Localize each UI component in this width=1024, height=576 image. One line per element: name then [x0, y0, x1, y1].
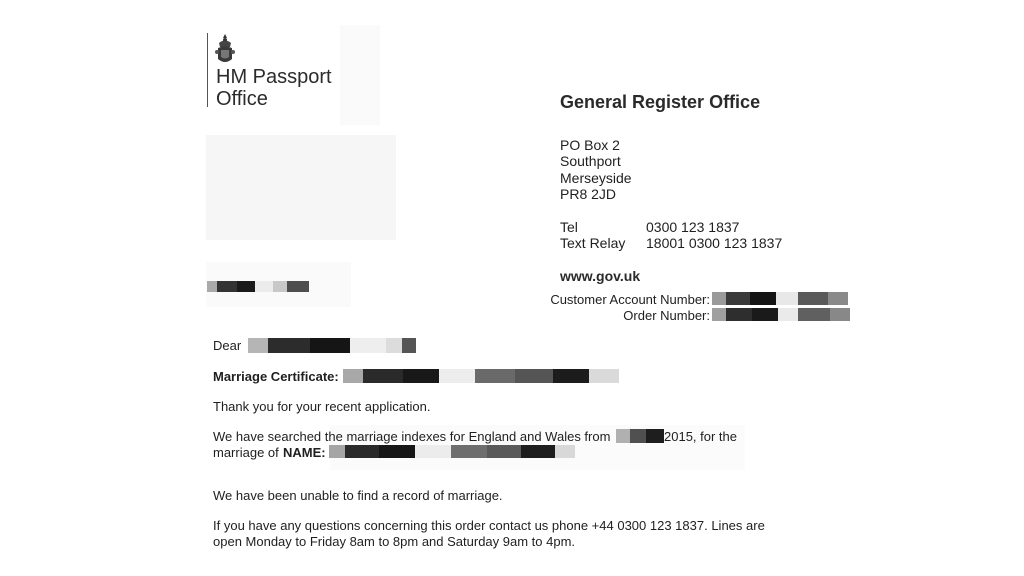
address-line: PR8 2JD [560, 186, 617, 202]
paragraph-contact-line2: open Monday to Friday 8am to 8pm and Saturday 9am to 4pm. [213, 534, 576, 549]
address-line: Merseyside [560, 170, 632, 186]
website-link[interactable]: www.gov.uk [560, 268, 641, 284]
org-name: HM Passport Office [216, 66, 332, 110]
redacted-customer-account [712, 292, 848, 305]
address-line: PO Box 2 [560, 137, 620, 153]
redacted-name [329, 445, 575, 458]
salutation: Dear [213, 338, 242, 353]
paragraph-thanks: Thank you for your recent application. [213, 399, 431, 414]
name-label: NAME: [283, 445, 326, 460]
redacted-recipient-name [248, 338, 416, 353]
paragraph-search-start: We have searched the marriage indexes for England and Wales from [213, 429, 611, 444]
order-number-label: Order Number: [623, 308, 710, 323]
relay-value: 18001 0300 123 1837 [646, 235, 783, 251]
redacted-recipient [207, 281, 309, 292]
paragraph-contact-line1: If you have any questions concerning this order contact us phone +44 0300 123 1837. Lines are [213, 518, 765, 533]
royal-crest-icon [214, 32, 236, 66]
tel-label: Tel [560, 219, 578, 235]
paragraph-result: We have been unable to find a record of marriage. [213, 488, 503, 503]
paragraph-search-line2: marriage of [213, 445, 279, 460]
paragraph-search-year: 2015, for the [664, 429, 737, 444]
redacted-order-number [712, 308, 850, 321]
relay-label: Text Relay [560, 235, 626, 251]
tel-value: 0300 123 1837 [646, 219, 740, 235]
scan-smudge [206, 135, 396, 240]
office-title: General Register Office [560, 92, 761, 112]
address-line: Southport [560, 153, 621, 169]
redacted-subject [343, 369, 619, 383]
subject-label: Marriage Certificate: [213, 369, 339, 384]
scan-smudge [340, 25, 380, 125]
logo-divider [207, 33, 208, 107]
customer-account-label: Customer Account Number: [550, 292, 710, 307]
redacted-date [616, 429, 664, 443]
